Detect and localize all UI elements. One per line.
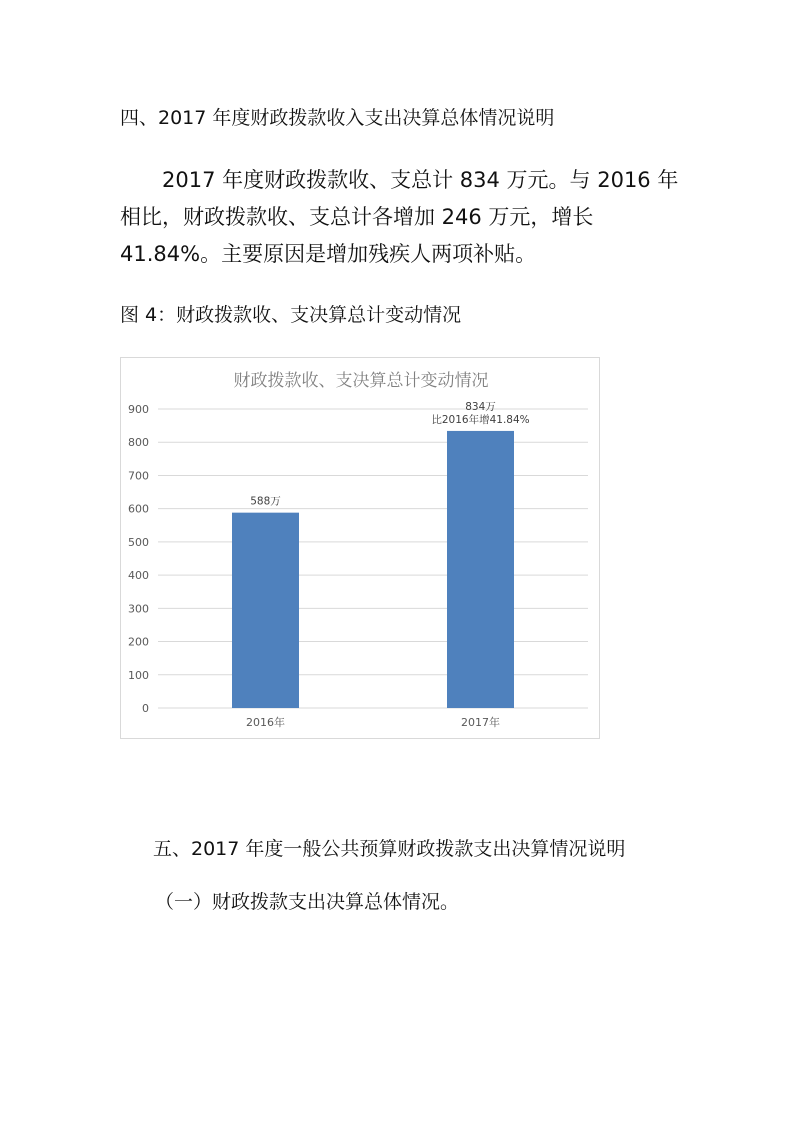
section5-heading: 五、2017 年度一般公共预算财政拨款支出决算情况说明 [153,838,626,860]
data-label: 比2016年增41.84% [431,413,530,426]
chart-gridlines [158,409,588,708]
y-tick-label: 900 [128,403,149,416]
section4-heading: 四、2017 年度财政拨款收入支出决算总体情况说明 [120,107,555,129]
y-tick-label: 200 [128,635,149,649]
chart-x-tick-labels [246,715,500,729]
bar-chart [120,357,600,739]
y-tick-label: 500 [128,535,149,549]
y-tick-label: 100 [128,668,149,682]
chart-svg [121,358,601,740]
chart-bars [232,431,514,708]
x-tick-label: 2017年 [461,716,500,729]
section5-subheading: （一）财政拨款支出决算总体情况。 [155,891,460,913]
y-tick-label: 300 [128,602,149,616]
y-tick-label: 700 [128,469,149,483]
x-tick-label: 2016年 [246,716,285,729]
section4-paragraph-line-1: 2017 年度财政拨款收、支总计 834 万元。与 2016 年 [162,168,679,192]
y-tick-label: 400 [128,569,149,583]
chart-title: 财政拨款收、支决算总计变动情况 [233,371,489,391]
chart-y-tick-labels [128,403,149,715]
y-tick-label: 600 [128,502,149,516]
data-label: 834万 [465,400,496,413]
bar [232,513,299,708]
data-label: 588万 [250,495,281,508]
y-tick-label: 800 [128,436,149,450]
bar [447,431,514,708]
section4-paragraph-line-2: 相比，财政拨款收、支总计各增加 246 万元，增长 [120,205,594,229]
y-tick-label: 0 [142,702,149,715]
figure-caption: 图 4：财政拨款收、支决算总计变动情况 [120,304,462,326]
section4-paragraph-line-3: 41.84%。主要原因是增加残疾人两项补贴。 [120,242,537,266]
